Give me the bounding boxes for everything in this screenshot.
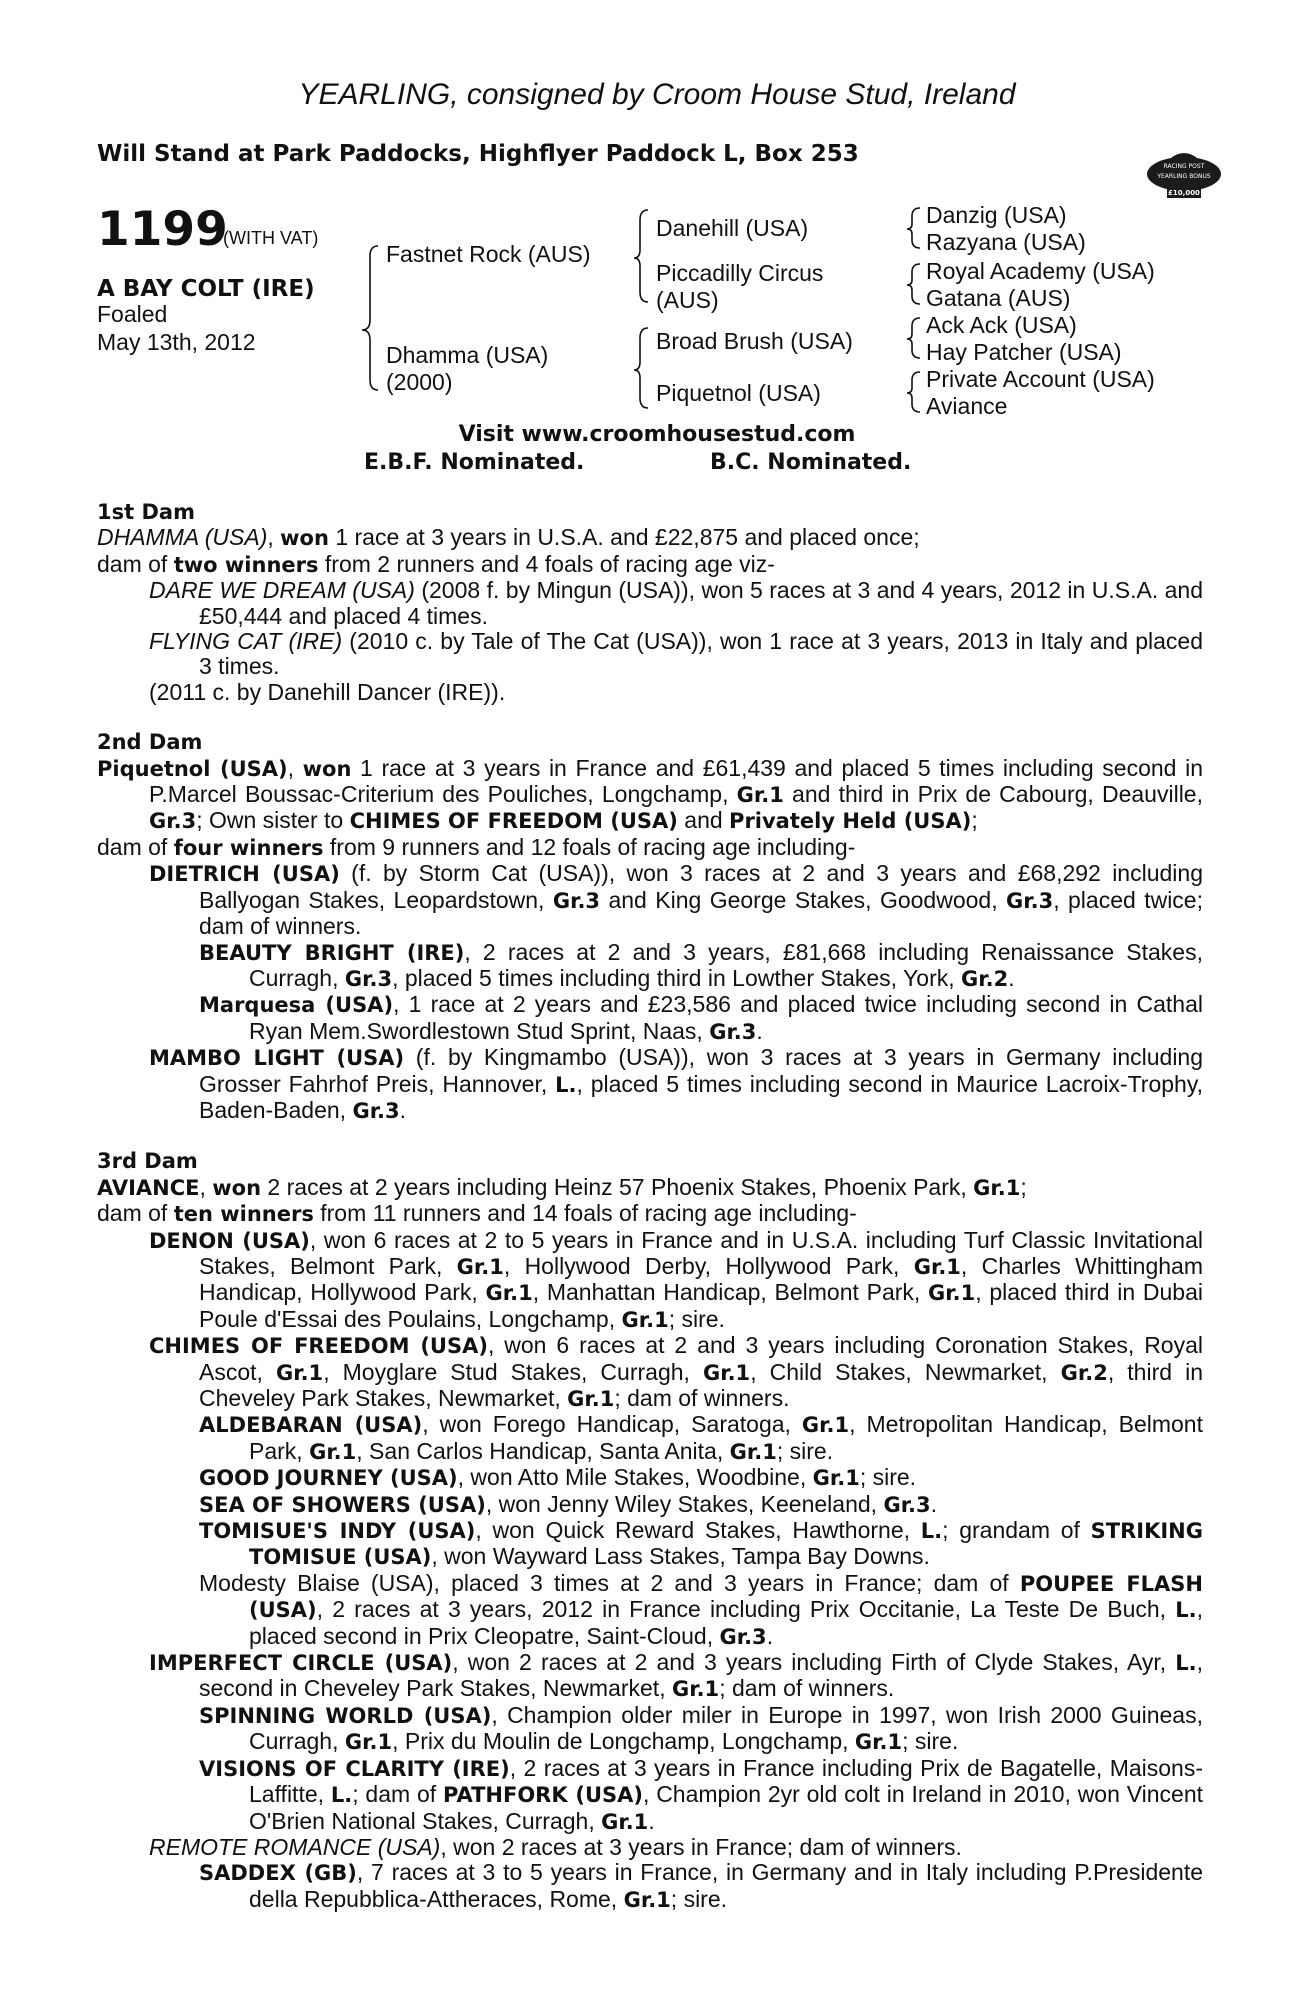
third-dam-record: AVIANCE, won 2 races at 2 years including Heinz 57 Phoenix Stakes, Phoenix Park, Gr.1; xyxy=(97,1173,1027,1200)
second-dam-heading: 2nd Dam xyxy=(97,730,203,755)
third-dam-produce-imperfect-circle: IMPERFECT CIRCLE (USA), won 2 races at 2 and 3 years including Firth of Clyde Stakes, Ayr, L., second in Cheveley Park Stakes, Newmarket, Gr.1; dam of winners. xyxy=(149,1649,1204,1702)
sire-dam-line1: Piccadilly Circus xyxy=(656,260,824,286)
brace-ss xyxy=(907,208,920,248)
brace-dd xyxy=(907,372,920,412)
first-dam-produce-3: (2011 c. by Danehill Dancer (IRE)). xyxy=(149,678,506,705)
ebf-nominated: E.B.F. Nominated. xyxy=(364,450,585,475)
third-dam-produce-chimes: CHIMES OF FREEDOM (USA), won 6 races at 2 and 3 years including Coronation Stakes, Royal Ascot, Gr.1, Moyglare Stud Stakes, Curragh, Gr.1, Child Stakes, Newmarket, Gr.2, third in Cheveley Park Stakes, Newmarket, Gr.1; dam of winners. xyxy=(149,1332,1203,1411)
lot-number: 1199 xyxy=(97,202,228,257)
third-dam-modesty-blaise: Modesty Blaise (USA), placed 3 times at 2 and 3 years in France; dam of POUPEE FLASH (USA), 2 races at 3 years, 2012 in France including Prix Occitanie, La Teste De Buch, L., placed second in Prix Cleopatre, Saint-Cloud, Gr.3. xyxy=(199,1569,1203,1649)
dam-sire: Broad Brush (USA) xyxy=(656,328,853,354)
sire-sire: Danehill (USA) xyxy=(656,215,809,241)
sire-dam-dam: Gatana (AUS) xyxy=(926,285,1071,311)
third-dam-visions-of-clarity: VISIONS OF CLARITY (IRE), 2 races at 3 years in France including Prix de Bagatelle, Maisons-Laffitte, L.; dam of PATHFORK (USA), Champion 2yr old colt in Ireland in 2010, won Vincent O'Brien National Stakes, Curragh, Gr.1. xyxy=(199,1754,1204,1834)
pedigree-notes xyxy=(97,500,1203,1913)
third-dam-produce-remote-romance: REMOTE ROMANCE (USA), won 2 races at 3 years in France; dam of winners. xyxy=(149,1833,962,1860)
sire-dam-line2: (AUS) xyxy=(656,287,719,313)
badge-top-text: RACING POST xyxy=(1163,163,1205,170)
third-dam-sea-of-showers: SEA OF SHOWERS (USA), won Jenny Wiley Stakes, Keeneland, Gr.3. xyxy=(199,1490,938,1517)
stud-website: Visit www.croomhousestud.com xyxy=(458,422,856,447)
first-dam-heading: 1st Dam xyxy=(97,500,195,524)
dam-year: (2000) xyxy=(386,369,453,395)
badge-mid-text: YEARLING BONUS xyxy=(1157,173,1211,180)
dam-name: Dhamma (USA) xyxy=(386,342,549,368)
first-dam-record: DHAMMA (USA), won 1 race at 3 years in U.S.A. and £22,875 and placed once; xyxy=(97,524,920,551)
sire-sire-sire: Danzig (USA) xyxy=(926,202,1067,228)
sire-sire-dam: Razyana (USA) xyxy=(926,229,1086,255)
second-dam-beauty-bright: BEAUTY BRIGHT (IRE), 2 races at 2 and 3 years, £81,668 including Renaissance Stakes, Curragh, Gr.3, placed 5 times including third in Lowther Stakes, York, Gr.2. xyxy=(199,938,1203,991)
second-dam-produce-mambo-light: MAMBO LIGHT (USA) (f. by Kingmambo (USA)), won 3 races at 3 years in Germany including Grosser Fahrhof Preis, Hannover, L., placed 5 times including second in Maurice Lacroix-Trophy, Baden-Baden, Gr.3. xyxy=(149,1044,1204,1123)
second-dam-record: Piquetnol (USA), won 1 race at 3 years in France and £61,439 and placed 5 times including second in P.Marcel Boussac-Criterium des Pouliches, Longchamp, Gr.1 and third in Prix de Cabourg, Deauville, Gr.3; Own sister to CHIMES OF FREEDOM (USA) and Privately Held (USA); xyxy=(97,754,1203,834)
third-dam-saddex: SADDEX (GB), 7 races at 3 to 5 years in France, in Germany and in Italy including P.Presidente della Repubblica-Attheraces, Rome, Gr.1; sire. xyxy=(199,1859,1203,1912)
third-dam-heading: 3rd Dam xyxy=(97,1149,198,1174)
dam-sire-dam: Hay Patcher (USA) xyxy=(926,339,1122,365)
third-dam-good-journey: GOOD JOURNEY (USA), won Atto Mile Stakes, Woodbine, Gr.1; sire. xyxy=(199,1464,917,1491)
stand-location: Will Stand at Park Paddocks, Highflyer Paddock L, Box 253 xyxy=(97,141,859,167)
brace-sire xyxy=(634,210,648,302)
third-dam-produce-denon: DENON (USA), won 6 races at 2 to 5 years in France and in U.S.A. including Turf Classic Invitational Stakes, Belmont Park, Gr.1, Hollywood Derby, Hollywood Park, Gr.1, Charles Whittingham Handicap, Hollywood Park, Gr.1, Manhattan Handicap, Belmont Park, Gr.1, placed third in Dubai Poule d'Essai des Poulains, Longchamp, Gr.1; sire. xyxy=(149,1226,1203,1332)
vat-note: (WITH VAT) xyxy=(223,228,319,248)
sire-name: Fastnet Rock (AUS) xyxy=(386,241,591,267)
dam-sire-sire: Ack Ack (USA) xyxy=(926,312,1077,338)
foaled-date: May 13th, 2012 xyxy=(97,329,256,355)
brace-dam xyxy=(634,328,648,408)
dam-dam-dam: Aviance xyxy=(926,393,1008,419)
third-dam-tomisues-indy: TOMISUE'S INDY (USA), won Quick Reward Stakes, Hawthorne, L.; grandam of STRIKING TOMISUE (USA), won Wayward Lass Stakes, Tampa Bay Downs. xyxy=(199,1517,1203,1570)
first-dam-produce-2: FLYING CAT (IRE) (2010 c. by Tale of The Cat (USA)), won 1 race at 3 years, 2013 in Italy and placed 3 times. xyxy=(149,628,1203,680)
second-dam-produce-dietrich: DIETRICH (USA) (f. by Storm Cat (USA)), won 3 races at 2 and 3 years and £68,292 including Ballyogan Stakes, Leopardstown, Gr.3 and King George Stakes, Goodwood, Gr.3, placed twice; dam of winners. xyxy=(149,860,1203,940)
brace-ds xyxy=(907,318,920,358)
dam-dam-sire: Private Account (USA) xyxy=(926,366,1155,392)
first-dam-produce-1: DARE WE DREAM (USA) (2008 f. by Mingun (USA)), won 5 races at 3 and 4 years, 2012 in U.S.A. and £50,444 and placed 4 times. xyxy=(149,577,1204,629)
dam-dam: Piquetnol (USA) xyxy=(656,380,821,406)
second-dam-marquesa: Marquesa (USA), 1 race at 2 years and £23,586 and placed twice including second in Cathal Ryan Mem.Swordlestown Stud Sprint, Naas, Gr.3. xyxy=(199,991,1203,1044)
brace-sd xyxy=(907,264,920,304)
third-dam-spinning-world: SPINNING WORLD (USA), Champion older miler in Europe in 1997, won Irish 2000 Guineas, Curragh, Gr.1, Prix du Moulin de Longchamp, Longchamp, Gr.1; sire. xyxy=(199,1701,1203,1755)
second-dam-summary: dam of four winners from 9 runners and 12 foals of racing age including- xyxy=(97,833,856,860)
first-dam-summary: dam of two winners from 2 runners and 4 foals of racing age viz- xyxy=(97,550,775,577)
third-dam-summary: dam of ten winners from 11 runners and 14 foals of racing age including- xyxy=(97,1200,857,1227)
foaled-label: Foaled xyxy=(97,301,168,327)
third-dam-aldebaran: ALDEBARAN (USA), won Forego Handicap, Saratoga, Gr.1, Metropolitan Handicap, Belmont Park, Gr.1, San Carlos Handicap, Santa Anita, Gr.1; sire. xyxy=(199,1411,1203,1464)
sire-dam-sire: Royal Academy (USA) xyxy=(926,258,1155,284)
catalogue-header: YEARLING, consigned by Croom House Stud, Ireland xyxy=(298,78,1016,111)
lot-name: A BAY COLT (IRE) xyxy=(97,276,315,302)
brace-main xyxy=(362,246,378,390)
badge-amount-text: £10,000 xyxy=(1168,189,1200,197)
bc-nominated: B.C. Nominated. xyxy=(710,450,912,475)
